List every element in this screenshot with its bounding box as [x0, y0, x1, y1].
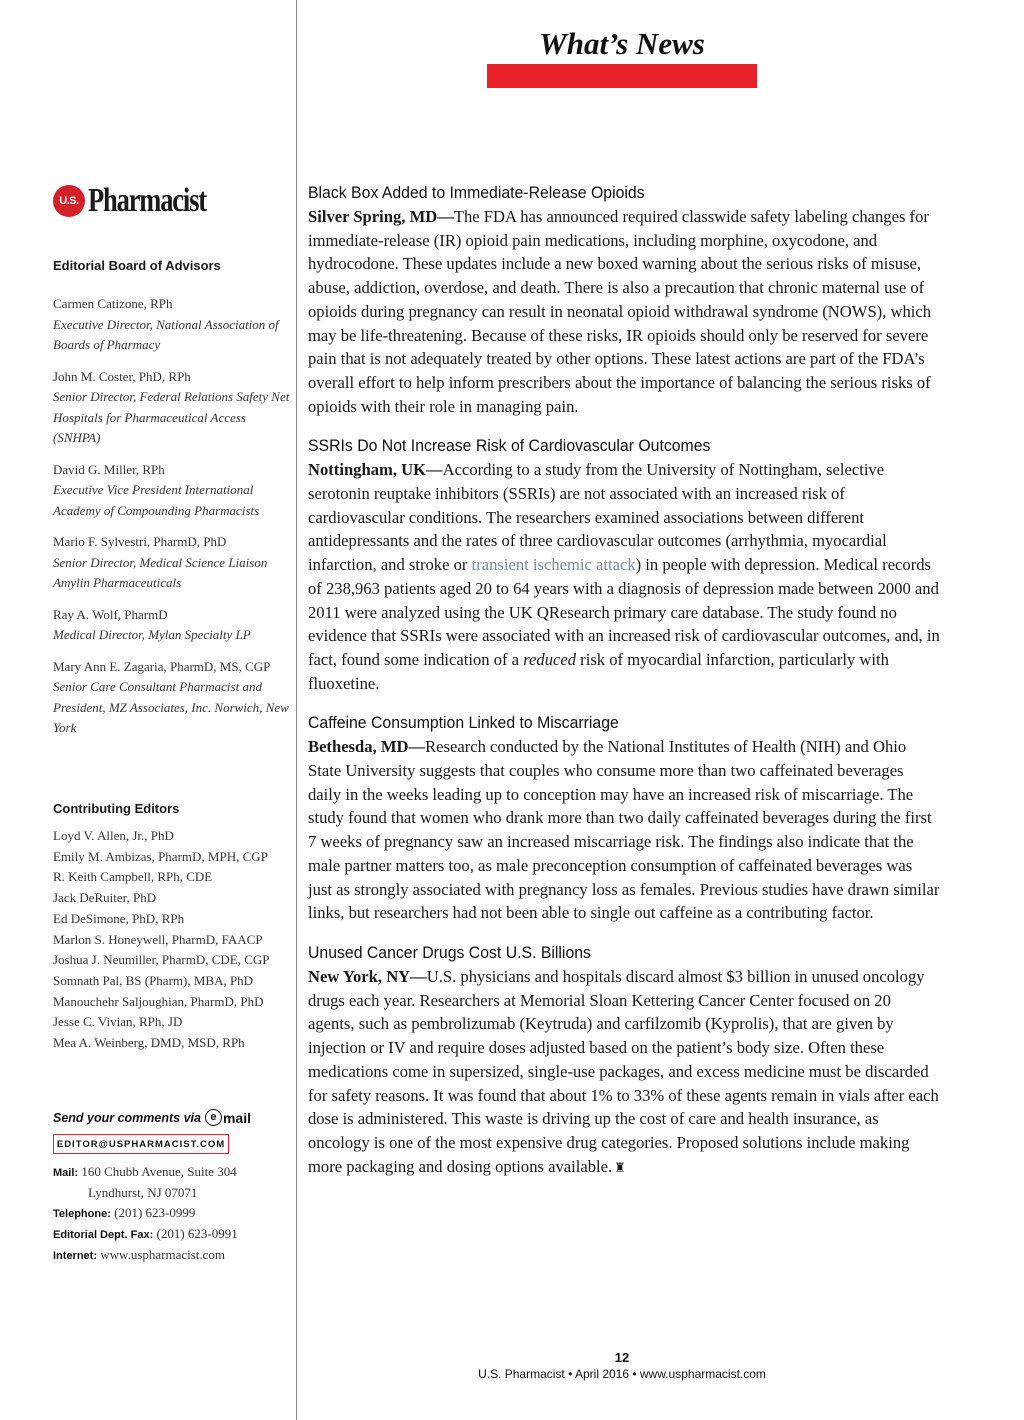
column-divider	[296, 0, 297, 1420]
advisor-entry	[53, 367, 293, 449]
advisor-title: Senior Care Consultant Pharmacist and President, MZ Associates, Inc. Norwich, New York	[53, 679, 289, 735]
editor-name: Loyd V. Allen, Jr., PhD	[53, 828, 174, 843]
editor-name: Manouchehr Saljoughian, PharmD, PhD	[53, 993, 264, 1009]
advisor-name: Mario F. Sylvestri, PharmD, PhD	[53, 534, 227, 549]
advisor-title: Senior Director, Federal Relations Safety Net Hospitals for Pharmaceutical Access (SNHPA)	[53, 389, 290, 445]
advisor-name: Mary Ann E. Zagaria, PharmD, MS, CGP	[53, 658, 271, 674]
article-headline: Black Box Added to Immediate-Release Opioids	[308, 183, 645, 202]
editor-name: Emily M. Ambizas, PharmD, MPH, CGP	[53, 848, 268, 864]
contact-info	[53, 1162, 293, 1266]
page-number: 12	[614, 1350, 630, 1365]
advisor-name: David G. Miller, RPh	[53, 461, 165, 477]
advisor-name: Carmen Catizone, RPh	[53, 296, 173, 311]
editor-name: R. Keith Campbell, RPh, CDE	[53, 869, 213, 885]
advisor-title: Executive Vice President International Academy of Compounding Pharmacists	[53, 482, 260, 518]
article-text: The FDA has announced required classwide safety labeling changes for immediate-release (IR) opioid pain medications, including morphine, oxycodone, and hydrocodone. These updates include a new boxed warning about the serious risks of misuse, abuse, addiction, overdose, and death. There is also a precaution that chronic maternal use of opioids during pregnancy can result in neonatal opioid withdrawal syndrome (NOWS), which may be life-threatening. Because of these risks, IR opioids should only be reserved for severe pain that is not adequately treated by other options. These latest actions are part of the FDA’s overall effort to help inform prescribers about the importance of balancing the serious risks of opioids with their role in managing pain.	[308, 207, 932, 416]
email-icon: e	[205, 1109, 222, 1126]
telephone-label: Telephone:	[53, 1208, 111, 1220]
advisor-name: Ray A. Wolf, PharmD	[53, 606, 168, 622]
advisor-entry	[53, 294, 293, 356]
news-articles	[308, 182, 940, 1196]
footer-publication-line: U.S. Pharmacist • April 2016 • www.uspharmacist.com	[478, 1367, 766, 1381]
article-text-emphasis: reduced	[523, 649, 577, 669]
mail-label: Mail:	[53, 1167, 79, 1179]
advisor-entry	[53, 605, 293, 646]
article-body	[308, 205, 940, 418]
article-text: ) in people with depression. Medical records of 238,963 patients aged 20 to 64 years with a diagnosis of depression made between 2000 and 2011 were analyzed using the UK QResearch primary care database. The study found no evidence that SSRIs were associated with an increased risk of cardiovascular outcomes, and, in fact, found some indication of a	[308, 555, 940, 669]
end-mark-icon: ♜	[614, 1159, 626, 1175]
us-pharmacist-logo	[53, 180, 239, 222]
article-headline: Unused Cancer Drugs Cost U.S. Billions	[308, 942, 591, 962]
article-dateline: Bethesda, MD—	[308, 737, 426, 757]
website-link[interactable]: www.uspharmacist.com	[100, 1247, 226, 1262]
advisor-title: Medical Director, Mylan Specialty LP	[53, 627, 251, 642]
article-body	[308, 458, 940, 695]
advisor-title: Senior Director, Medical Science Liaison Amylin Pharmaceuticals	[53, 554, 268, 590]
internet-label: Internet:	[53, 1250, 97, 1262]
advisor-name: John M. Coster, PhD, RPh	[53, 368, 191, 384]
section-title-bar	[487, 64, 757, 88]
advisor-entry	[53, 532, 293, 594]
editor-name: Somnath Pal, BS (Pharm), MBA, PhD	[53, 972, 254, 988]
article-text-highlight: transient ischemic attack	[471, 555, 636, 575]
editor-name: Jack DeRuiter, PhD	[53, 890, 157, 906]
section-title: What’s News	[539, 26, 705, 61]
mail-address-line2: Lyndhurst, NJ 07071	[88, 1185, 198, 1200]
article-dateline: Nottingham, UK—	[308, 460, 443, 480]
page-footer	[300, 1350, 944, 1381]
advisor-title: Executive Director, National Association of Boards of Pharmacy	[53, 316, 279, 352]
article-body	[308, 965, 940, 1179]
article-caffeine	[308, 712, 940, 925]
email-address-link[interactable]: EDITOR@USPHARMACIST.COM	[53, 1134, 229, 1154]
editor-name: Ed DeSimone, PhD, RPh	[53, 910, 185, 926]
fax-label: Editorial Dept. Fax:	[53, 1229, 154, 1241]
send-comments-label	[53, 1109, 251, 1126]
advisor-entry	[53, 460, 293, 522]
email-word: mail	[222, 1109, 251, 1126]
article-body	[308, 735, 940, 925]
logo-name: Pharmacist	[88, 182, 206, 219]
article-dateline: New York, NY—	[308, 966, 427, 986]
article-ssris	[308, 435, 940, 695]
fax-number: (201) 623-0991	[156, 1226, 238, 1241]
editor-name: Joshua J. Neumiller, PharmD, CDE, CGP	[53, 952, 270, 968]
article-text: Research conducted by the National Institutes of Health (NIH) and Ohio State University suggests that couples who consume more than two caffeinated beverages daily in the weeks leading up to conception may have an increased risk of miscarriage. The study found that women who drank more than two daily caffeinated beverages during the first 7 weeks of pregnancy saw an increased miscarriage risk. The findings also indicate that the male partner matters too, as male preconception consumption of caffeinated beverages was just as strongly associated with pregnancy loss as females. Previous studies have drawn similar links, but researchers had not been able to single out caffeine as a contributing factor.	[308, 737, 940, 923]
editor-name: Mea A. Weinberg, DMD, MSD, RPh	[53, 1035, 245, 1051]
advisors-list	[53, 294, 293, 750]
logo-badge: U.S.	[53, 185, 85, 217]
board-heading: Editorial Board of Advisors	[53, 258, 221, 273]
article-text: risk of myocardial infarction, particularly with fluoxetine.	[308, 649, 889, 693]
article-text: According to a study from the University of Nottingham, selective serotonin reuptake inhibitors (SSRIs) are not associated with an increased risk of cardiovascular conditions. The researchers examined associations between different antidepressants and the rates of three cardiovascular outcomes (arrhythmia, myocardial infarction, and stroke or	[308, 460, 887, 575]
article-cancer-drugs	[308, 942, 940, 1179]
article-opioids	[308, 182, 940, 418]
article-headline: Caffeine Consumption Linked to Miscarriage	[308, 713, 619, 733]
editors-list	[53, 826, 293, 1054]
editor-name: Marlon S. Honeywell, PharmD, FAACP	[53, 931, 263, 947]
telephone-number: (201) 623-0999	[114, 1205, 196, 1220]
mail-address-line1: 160 Chubb Avenue, Suite 304	[81, 1164, 237, 1179]
article-text: U.S. physicians and hospitals discard almost $3 billion in unused oncology drugs each year. Researchers at Memorial Sloan Kettering Cancer Center focused on 20 agents, such as pembrolizumab (Keytruda) and carfilzomib (Kyprolis), that are given by injection or IV and require doses adjusted based on the patient’s body size. Often these medications come in supersized, single-use packages, and excess medicine must be discarded for safety reasons. It was found that about 1% to 33% of these agents remain in vials after each dose is administered. This waste is driving up the cost of care and health insurance, as oncology is one of the most expensive drug categories. Proposed solutions include making more packaging and dosing options available.	[308, 966, 939, 1176]
editor-name: Jesse C. Vivian, RPh, JD	[53, 1014, 183, 1030]
advisor-entry	[53, 657, 293, 739]
article-dateline: Silver Spring, MD—	[308, 207, 454, 226]
article-headline: SSRIs Do Not Increase Risk of Cardiovascular Outcomes	[308, 436, 711, 456]
editors-heading: Contributing Editors	[53, 801, 180, 816]
send-comments-text: Send your comments via	[53, 1110, 201, 1125]
